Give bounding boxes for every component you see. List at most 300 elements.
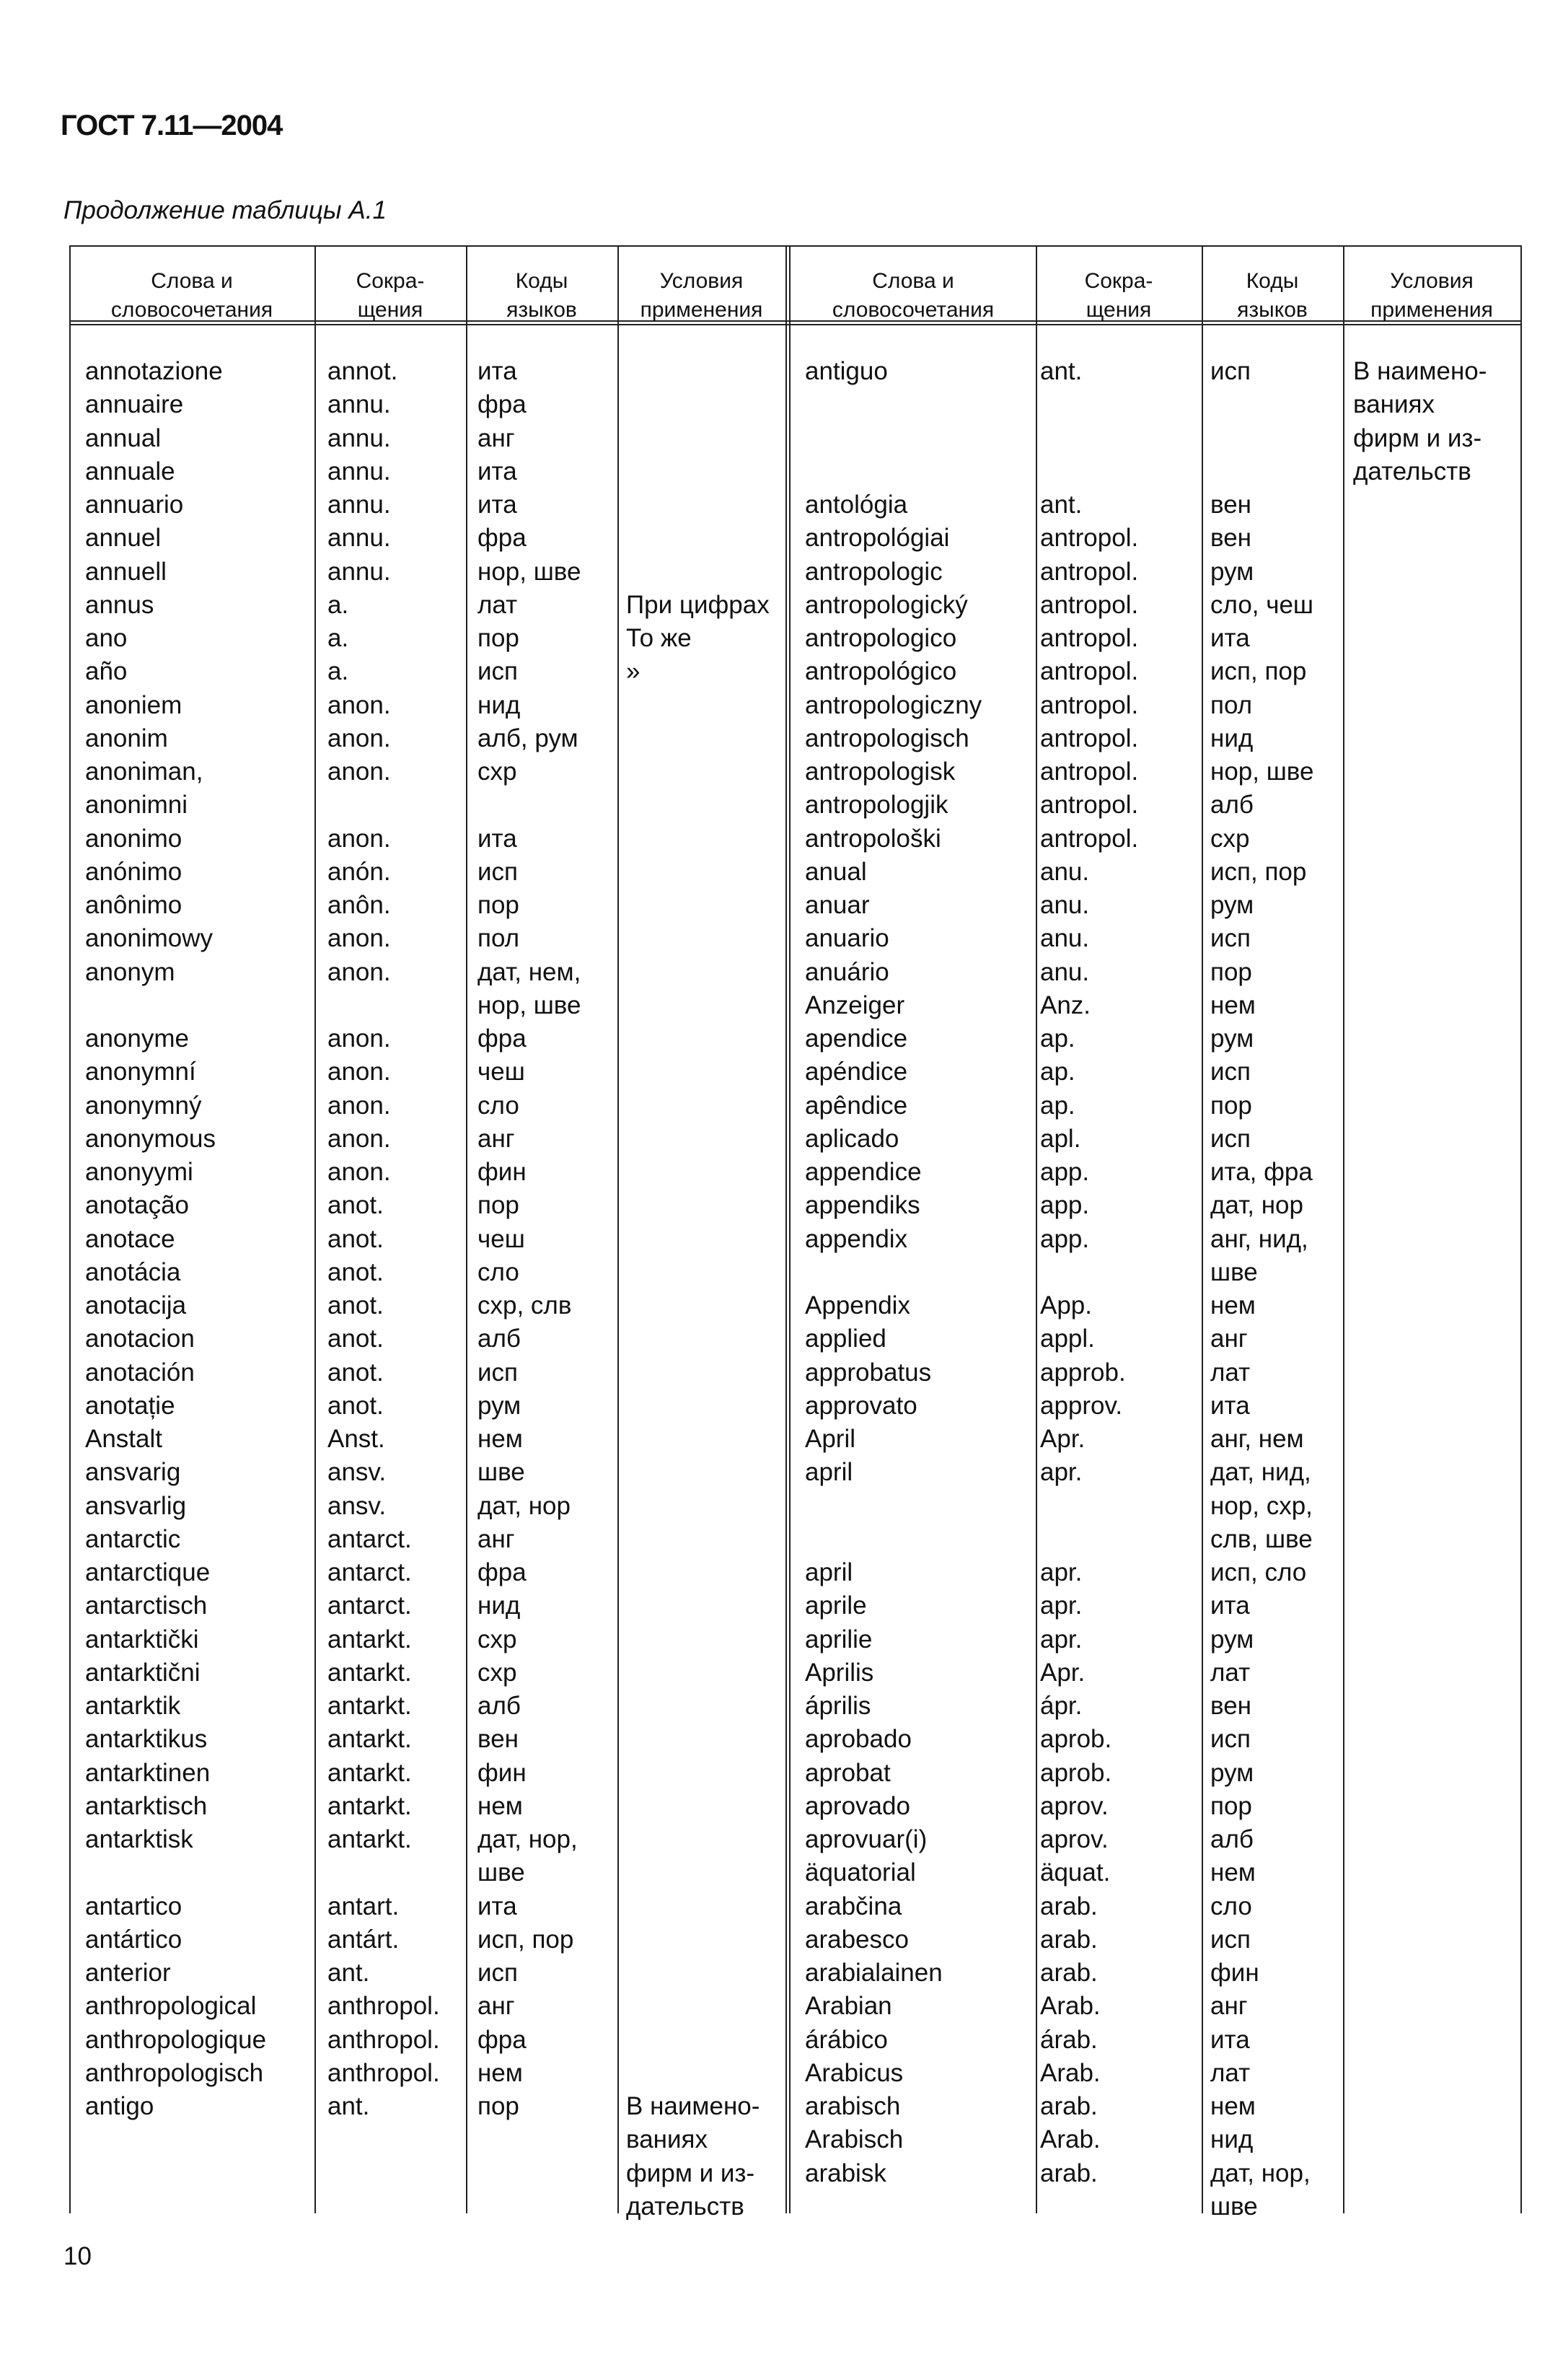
table-cell: apendice	[805, 1024, 908, 1053]
table-cell: apr.	[1040, 1625, 1083, 1654]
table-cell: исп	[1210, 1124, 1251, 1153]
table-cell: алб, рум	[477, 724, 578, 752]
table-cell: anot.	[327, 1358, 384, 1387]
table-cell: anon.	[327, 724, 391, 752]
table-cell: anotace	[85, 1224, 175, 1253]
table-cell: anonymous	[85, 1124, 216, 1153]
table-cell	[626, 1790, 770, 1823]
table-cell: annot.	[327, 357, 398, 385]
table-cell: anon.	[327, 924, 391, 953]
table-cell: шве	[477, 1458, 525, 1487]
table-cell: approb.	[1040, 1358, 1126, 1387]
table-cell: нем	[477, 2058, 523, 2087]
table-cell: исп	[1210, 1725, 1251, 1754]
table-cell: шве	[1210, 2192, 1258, 2221]
table-cell: ansvarlig	[85, 1491, 187, 1520]
table-cell: ита	[477, 457, 517, 486]
table-cell: фин	[477, 1158, 527, 1186]
col-header-abbr: Сокра- щения	[356, 269, 425, 322]
table-cell: aprile	[805, 1591, 867, 1620]
table-cell: april	[805, 1458, 853, 1487]
table-cell: ápr.	[1040, 1692, 1083, 1720]
table-cell	[805, 388, 982, 421]
table-cell: antiguo	[805, 357, 888, 385]
table-cell: app.	[1040, 1158, 1090, 1186]
table-cell: anonimni	[85, 791, 188, 820]
left-words-column	[85, 355, 266, 2123]
table-cell: ano	[85, 624, 128, 652]
table-cell: antart.	[327, 1892, 400, 1920]
table-cell: antropol.	[1040, 624, 1139, 652]
table-cell: apl.	[1040, 1124, 1081, 1153]
table-cell: anot.	[327, 1257, 384, 1286]
table-cell	[805, 455, 982, 488]
table-cell: anonim	[85, 724, 168, 752]
table-cell: ap.	[1040, 1091, 1075, 1120]
table-cell: anot.	[327, 1325, 384, 1353]
table-cell: antropol.	[1040, 824, 1139, 853]
table-cell: алб	[1210, 1825, 1254, 1853]
table-cell: анг	[477, 423, 515, 452]
table-cell	[626, 455, 770, 488]
table-cell: a.	[327, 657, 349, 686]
table-cell: antropol.	[1040, 557, 1139, 586]
table-cell: ap.	[1040, 1058, 1075, 1086]
table-cell	[626, 856, 770, 889]
table-cell: При цифрах	[626, 590, 770, 619]
table-cell: antarctique	[85, 1558, 211, 1586]
table-cell	[626, 1556, 770, 1589]
table-cell: approvato	[805, 1391, 917, 1420]
table-cell	[626, 556, 770, 589]
table-cell	[626, 1690, 770, 1723]
table-cell: ansv.	[327, 1491, 387, 1520]
abbreviations-table	[69, 245, 1522, 2221]
table-cell: алб	[477, 1692, 521, 1720]
table-cell: anot.	[327, 1291, 384, 1319]
table-cell: antartico	[85, 1892, 182, 1920]
table-cell: нор, шве	[477, 991, 581, 1019]
table-cell: antropologic	[805, 557, 943, 586]
table-cell: antropologiczny	[805, 690, 982, 719]
table-cell	[626, 1656, 770, 1690]
table-cell: дательств	[626, 2192, 744, 2221]
right-conditions-column	[1353, 355, 1487, 488]
table-cell: ansvarig	[85, 1458, 181, 1487]
table-cell: aprovuar(i)	[805, 1825, 928, 1853]
table-cell	[626, 1389, 770, 1423]
table-cell: рум	[1210, 1024, 1254, 1053]
table-cell: дат, нид,	[1210, 1458, 1311, 1487]
table-cell: antártico	[85, 1925, 182, 1954]
table-cell: antropologisch	[805, 724, 969, 752]
page-number: 10	[63, 2242, 92, 2270]
table-cell: anonimo	[85, 824, 182, 853]
table-cell: »	[626, 657, 640, 686]
table-cell: пор	[1210, 957, 1252, 986]
table-cell: annus	[85, 590, 154, 619]
table-cell: сло	[477, 1091, 519, 1120]
table-cell: antropologický	[805, 590, 968, 619]
table-cell: анг, нид,	[1210, 1224, 1308, 1253]
table-cell: anuário	[805, 957, 889, 986]
column-divider	[1202, 245, 1203, 2213]
table-cell: aprovado	[805, 1791, 910, 1820]
table-cell	[626, 1089, 770, 1123]
table-cell: пор	[477, 2092, 519, 2120]
table-cell: исп	[477, 1959, 519, 1987]
table-cell	[626, 488, 770, 522]
table-cell: a.	[327, 590, 349, 619]
table-cell: antropológico	[805, 657, 957, 686]
table-cell: пол	[1210, 690, 1253, 719]
table-cell: исп, пор	[1210, 657, 1307, 686]
table-cell	[626, 422, 770, 455]
table-cell: исп, пор	[477, 1925, 574, 1954]
table-cell: antropologisk	[805, 758, 956, 786]
table-cell: ита	[477, 1892, 517, 1920]
table-cell: нем	[477, 1791, 523, 1820]
table-cell: рум	[477, 1391, 521, 1420]
table-cell: дат, нор,	[1210, 2159, 1311, 2187]
table-cell: слв, шве	[1210, 1524, 1313, 1553]
table-cell	[1210, 422, 1313, 455]
table-cell	[327, 1856, 440, 1889]
table-cell: anoniem	[85, 690, 182, 719]
table-cell	[626, 1623, 770, 1656]
table-cell: ant.	[1040, 357, 1083, 385]
table-cell: ита	[1210, 1591, 1250, 1620]
table-cell	[1210, 388, 1313, 421]
table-cell: нем	[1210, 1291, 1256, 1319]
table-cell: antropol.	[1040, 724, 1139, 752]
table-cell: В наимено-	[626, 2092, 760, 2120]
table-cell: фра	[477, 2025, 527, 2054]
table-cell: antárt.	[327, 1925, 400, 1954]
table-cell: aplicado	[805, 1124, 899, 1153]
table-cell: anthropol.	[327, 2058, 440, 2087]
table-cell: дат, нор,	[477, 1825, 578, 1853]
table-cell	[626, 1723, 770, 1756]
table-cell: ant.	[1040, 491, 1083, 519]
table-cell: anônimo	[85, 891, 182, 919]
table-cell: antarct.	[327, 1591, 412, 1620]
table-cell	[1040, 1256, 1138, 1289]
table-cell	[626, 822, 770, 856]
column-divider	[466, 245, 467, 2213]
table-cell	[626, 722, 770, 755]
table-cell: фра	[477, 1024, 527, 1053]
table-cell: anotación	[85, 1358, 195, 1387]
table-cell: пор	[477, 624, 519, 652]
table-cell: antarktični	[85, 1658, 201, 1687]
table-cell	[805, 1523, 982, 1556]
table-cell: antarktisch	[85, 1791, 208, 1820]
table-cell: исп	[477, 1358, 519, 1387]
table-cell: aprov.	[1040, 1791, 1109, 1820]
table-cell: нем	[1210, 2092, 1256, 2120]
table-cell: ваниях	[1353, 390, 1435, 419]
table-cell: anon.	[327, 957, 391, 986]
table-cell	[626, 2024, 770, 2057]
table-cell: Arab.	[1040, 2125, 1101, 2154]
table-cell	[1040, 422, 1138, 455]
table-cell: anón.	[327, 857, 391, 886]
table-cell: äquat.	[1040, 1858, 1111, 1887]
table-cell	[626, 755, 770, 789]
table-cell: вен	[1210, 491, 1251, 519]
table-cell	[626, 1957, 770, 1990]
table-cell: antarkt.	[327, 1692, 412, 1720]
table-cell: arab.	[1040, 1892, 1098, 1920]
table-cell: anotação	[85, 1191, 190, 1220]
table-cell: annu.	[327, 557, 391, 586]
table-cell	[626, 1322, 770, 1356]
table-cell: antropol.	[1040, 758, 1139, 786]
table-cell: Anstalt	[85, 1425, 162, 1453]
column-divider	[314, 245, 316, 2213]
table-cell: схр	[1210, 824, 1250, 853]
table-cell: anon.	[327, 1058, 391, 1086]
table-cell: apéndice	[805, 1058, 908, 1086]
table-cell: ant.	[327, 1959, 370, 1987]
table-center-double-divider	[785, 245, 791, 2213]
table-cell: anotacija	[85, 1291, 187, 1319]
table-cell: рум	[1210, 891, 1254, 919]
table-cell: annu.	[327, 457, 391, 486]
table-cell: сло	[477, 1257, 519, 1286]
table-cell: anotacion	[85, 1325, 195, 1353]
table-cell	[626, 1823, 770, 1856]
col-header-conditions: Условия применения	[1370, 269, 1493, 322]
table-cell: фирм и из-	[626, 2159, 755, 2187]
column-divider	[1343, 245, 1344, 2213]
table-cell: ваниях	[626, 2125, 708, 2154]
table-cell: шве	[1210, 1257, 1258, 1286]
table-left-border	[69, 245, 71, 2213]
table-cell: aprob.	[1040, 1725, 1112, 1754]
table-cell	[626, 922, 770, 955]
table-cell: анг	[477, 1524, 515, 1553]
table-cell: фра	[477, 524, 527, 553]
table-cell: antropol.	[1040, 657, 1139, 686]
table-cell: approv.	[1040, 1391, 1123, 1420]
table-cell: arabisch	[805, 2092, 901, 2120]
table-cell: annuaire	[85, 390, 184, 419]
table-cell: anonymný	[85, 1091, 202, 1120]
table-cell: app.	[1040, 1224, 1090, 1253]
table-cell: пор	[477, 891, 519, 919]
table-cell: Apr.	[1040, 1425, 1086, 1453]
table-cell: antropološki	[805, 824, 941, 853]
table-cell: пор	[477, 1191, 519, 1220]
table-cell: antarct.	[327, 1558, 412, 1586]
table-cell	[626, 1490, 770, 1523]
table-cell	[1040, 455, 1138, 488]
table-cell: anotácia	[85, 1257, 181, 1286]
table-cell: Arab.	[1040, 1992, 1101, 2021]
table-cell: april	[805, 1558, 853, 1586]
table-cell: исп, сло	[1210, 1558, 1307, 1586]
table-cell: app.	[1040, 1191, 1090, 1220]
table-cell	[626, 2057, 770, 2090]
table-cell: ита	[477, 491, 517, 519]
table-cell: anonyme	[85, 1024, 189, 1053]
table-cell: anon.	[327, 1024, 391, 1053]
table-cell	[626, 388, 770, 421]
table-cell: anôn.	[327, 891, 391, 919]
table-cell: схр, слв	[477, 1291, 572, 1319]
table-cell: anónimo	[85, 857, 182, 886]
table-cell: apêndice	[805, 1091, 908, 1120]
table-cell: árábico	[805, 2025, 888, 2054]
table-cell	[626, 689, 770, 722]
left-abbr-column	[327, 355, 440, 2123]
table-cell	[626, 1123, 770, 1156]
table-cell: anthropol.	[327, 2025, 440, 2054]
table-cell: apr.	[1040, 1591, 1083, 1620]
table-cell	[805, 422, 982, 455]
table-cell	[626, 1289, 770, 1322]
table-cell: antarktik	[85, 1692, 181, 1720]
table-cell: appendiks	[805, 1191, 920, 1220]
col-header-words: Слова и словосочетания	[110, 269, 273, 322]
table-cell: antarkt.	[327, 1791, 412, 1820]
table-cell: antarctisch	[85, 1591, 208, 1620]
table-cell: Arabisch	[805, 2125, 904, 2154]
table-cell: annu.	[327, 390, 391, 419]
table-cell: antarktisk	[85, 1825, 193, 1853]
table-cell: фин	[477, 1758, 527, 1787]
table-cell: дательств	[1353, 457, 1471, 486]
table-cell: anuar	[805, 891, 870, 919]
table-cell: дат, нор	[477, 1491, 571, 1520]
table-cell: шве	[477, 1858, 525, 1887]
table-cell	[1210, 455, 1313, 488]
table-cell: нор, схр,	[1210, 1491, 1313, 1520]
table-cell: фин	[1210, 1959, 1259, 1987]
table-cell: arabisk	[805, 2159, 886, 2187]
table-cell: április	[805, 1692, 871, 1720]
table-cell: arab.	[1040, 2092, 1098, 2120]
table-cell: нид	[477, 690, 521, 719]
table-cell: алб	[1210, 791, 1254, 820]
table-cell: antarkt.	[327, 1758, 412, 1787]
table-cell: anthropologisch	[85, 2058, 264, 2087]
table-cell: applied	[805, 1325, 886, 1353]
col-header-codes: Коды языков	[506, 269, 577, 322]
table-cell: anu.	[1040, 957, 1090, 986]
table-cell	[626, 1055, 770, 1089]
table-cell: antarkt.	[327, 1625, 412, 1654]
table-cell: April	[805, 1425, 856, 1453]
page-header-standard: ГОСТ 7.11—2004	[61, 110, 283, 141]
table-cell: Anz.	[1040, 991, 1091, 1019]
table-cell: исп	[477, 857, 519, 886]
table-cell: дат, нем,	[477, 957, 581, 986]
table-cell: рум	[1210, 1758, 1254, 1787]
table-cell: вен	[1210, 1692, 1251, 1720]
table-cell: ита, фра	[1210, 1158, 1313, 1186]
table-cell	[1040, 388, 1138, 421]
table-cell: approbatus	[805, 1358, 932, 1387]
table-cell: apr.	[1040, 1558, 1083, 1586]
table-cell: antológia	[805, 491, 908, 519]
table-cell: anoniman,	[85, 758, 203, 786]
table-cell: antarct.	[327, 1524, 412, 1553]
table-cell: нем	[1210, 991, 1256, 1019]
table-cell: arabialainen	[805, 1959, 943, 1987]
table-cell: схр	[477, 1658, 517, 1687]
table-cell: рум	[1210, 557, 1254, 586]
table-cell: исп	[1210, 1058, 1251, 1086]
col-header-abbr: Сокра- щения	[1084, 269, 1153, 322]
table-cell	[626, 1990, 770, 2023]
table-cell: фра	[477, 1558, 527, 1586]
table-cell: antropologico	[805, 624, 957, 652]
table-cell: äquatorial	[805, 1858, 916, 1887]
table-cell: нид	[1210, 724, 1254, 752]
table-cell	[626, 1523, 770, 1556]
table-cell: appendice	[805, 1158, 922, 1186]
table-cell	[327, 989, 440, 1022]
table-cell: чеш	[477, 1224, 525, 1253]
table-cell: aprilie	[805, 1625, 873, 1654]
table-cell: arabčina	[805, 1892, 902, 1920]
table-cell	[1040, 1490, 1138, 1523]
table-cell	[85, 1856, 266, 1889]
table-cell: Anzeiger	[805, 991, 905, 1019]
table-cell	[1040, 1523, 1138, 1556]
table-cell	[626, 889, 770, 922]
table-cell: antarkt.	[327, 1658, 412, 1687]
table-cell	[626, 989, 770, 1022]
table-cell: нид	[477, 1591, 521, 1620]
table-cell: схр	[477, 758, 517, 786]
table-cell: ита	[477, 357, 517, 385]
table-cell: arab.	[1040, 1925, 1098, 1954]
table-cell: рум	[1210, 1625, 1254, 1654]
table-cell: anu.	[1040, 891, 1090, 919]
table-cell: анг	[477, 1992, 515, 2021]
table-cell: anonyymi	[85, 1158, 193, 1186]
table-cell: То же	[626, 624, 692, 652]
table-cell	[626, 1456, 770, 1489]
table-cell: año	[85, 657, 128, 686]
table-cell: нем	[477, 1425, 523, 1453]
table-cell: arab.	[1040, 1959, 1098, 1987]
table-cell: anon.	[327, 690, 391, 719]
table-cell: исп	[1210, 357, 1251, 385]
left-conditions-column	[626, 355, 770, 2223]
table-cell: нем	[1210, 1858, 1256, 1887]
table-cell	[327, 789, 440, 822]
table-cell: исп	[1210, 1925, 1251, 1954]
table-cell: antropol.	[1040, 524, 1139, 553]
table-cell	[805, 1256, 982, 1289]
table-cell: appl.	[1040, 1325, 1095, 1353]
table-cell: лат	[1210, 2058, 1251, 2087]
table-cell: antarktički	[85, 1625, 199, 1654]
table-cell: annu.	[327, 491, 391, 519]
table-cell: анг	[477, 1124, 515, 1153]
table-cell: пол	[477, 924, 520, 953]
table-cell	[626, 1189, 770, 1222]
table-cell: исп, пор	[1210, 857, 1307, 886]
table-cell: antarktikus	[85, 1725, 208, 1754]
table-cell: ита	[1210, 624, 1250, 652]
table-cell: antarkt.	[327, 1825, 412, 1853]
